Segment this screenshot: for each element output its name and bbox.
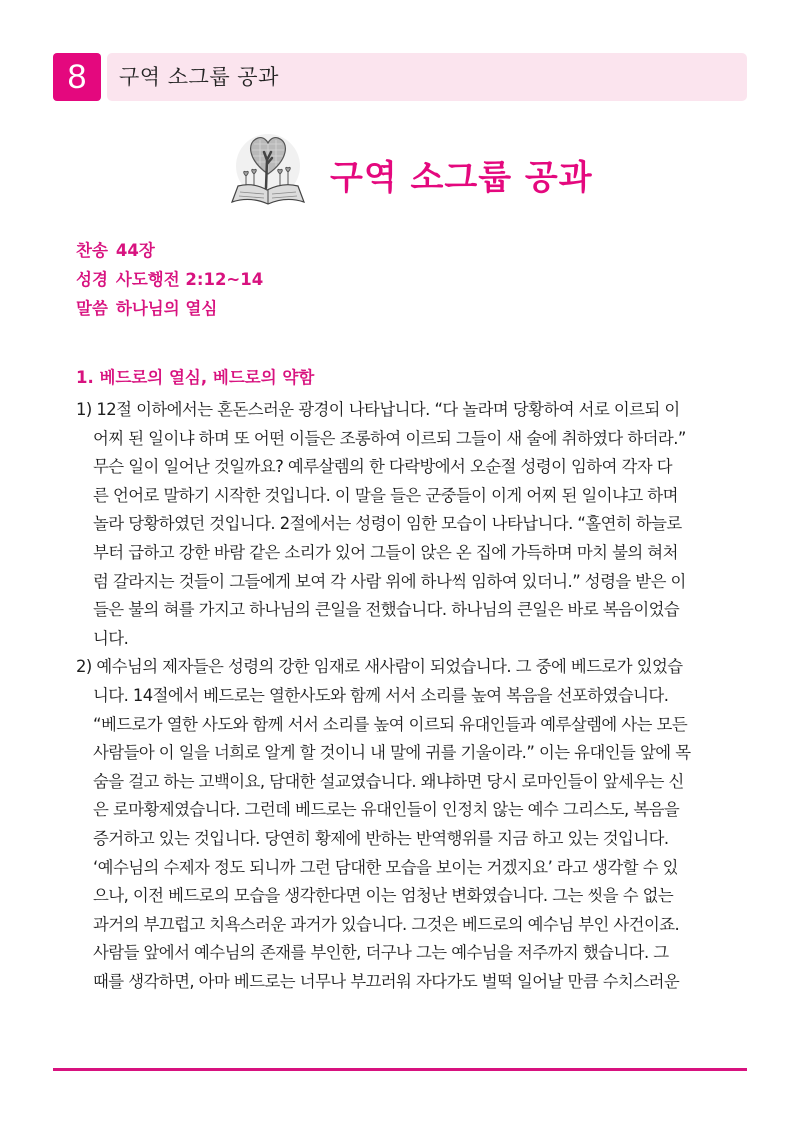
body-line: 증거하고 있는 것입니다. 당연히 황제에 반하는 반역행위를 지금 하고 있는 것입니다. [93, 828, 669, 848]
body-line: “베드로가 열한 사도와 함께 서서 소리를 높여 이르되 유대인들과 예루살렘에 사는 모든 [93, 714, 688, 734]
paragraph-1 [76, 396, 746, 653]
body-line: 으나, 이전 베드로의 모습을 생각한다면 이는 엄청난 변화였습니다. 그는 씻을 수 없는 [93, 886, 674, 906]
chapter-title-bar: 구역 소그룹 공과 [107, 53, 747, 101]
title-area [228, 130, 593, 215]
paragraph-2 [76, 653, 746, 996]
hymn-label: 찬송 [76, 241, 108, 260]
hymn-value: 44장 [115, 241, 155, 260]
body-line: 사람들 앞에서 예수님의 존재를 부인한, 더구나 그는 예수님을 저주까지 했습니다. 그 [93, 943, 669, 963]
body-line: 니다. 14절에서 베드로는 열한사도와 함께 서서 소리를 높여 복음을 선포하였습니다. [93, 685, 669, 705]
body-line: 무슨 일이 일어난 것일까요? 예루살렘의 한 다락방에서 오순절 성령이 임하여 각자 다 [93, 457, 673, 477]
body-line: 어찌 된 일이냐 하며 또 어떤 이들은 조롱하여 이르되 그들이 새 술에 취하였다 하더라.” [93, 428, 686, 448]
chapter-header [53, 53, 747, 101]
body-line: 니다. [93, 628, 129, 648]
body-line: 과거의 부끄럽고 치욕스러운 과거가 있습니다. 그것은 베드로의 예수님 부인 사건이죠. [93, 914, 680, 934]
body-line: 놀라 당황하였던 것입니다. 2절에서는 성령이 임한 모습이 나타납니다. “홀연히 하늘로 [93, 514, 682, 534]
body-line: 들은 불의 혀를 가지고 하나님의 큰일을 전했습니다. 하나님의 큰일은 바로 복음이었습 [93, 600, 680, 620]
body-line: 부터 급하고 강한 바람 같은 소리가 있어 그들이 앉은 온 집에 가득하며 마치 불의 혀처 [93, 542, 678, 562]
body-line: 른 언어로 말하기 시작한 것입니다. 이 말을 들은 군중들이 이게 어찌 된 일이냐고 하며 [93, 485, 678, 505]
body-line: ‘예수님의 수제자 정도 되니까 그런 담대한 모습을 보이는 거겠지요’ 라고 생각할 수 있 [93, 857, 678, 877]
sermon-value: 하나님의 열심 [115, 299, 218, 318]
body-line: 은 로마황제였습니다. 그런데 베드로는 유대인들이 인정치 않는 예수 그리스도, 복음을 [93, 800, 680, 820]
sermon-label: 말씀 [76, 299, 108, 318]
scripture-row [76, 265, 263, 294]
bottom-divider [53, 1068, 747, 1071]
chapter-number-badge: 8 [53, 53, 101, 101]
scripture-label: 성경 [76, 270, 108, 289]
body-line: 1) 12절 이하에서는 혼돈스러운 광경이 나타납니다. “다 놀라며 당황하여 서로 이르되 이 [76, 400, 680, 419]
body-line: 럼 갈라지는 것들이 그들에게 보여 각 사람 위에 하나씩 임하여 있더니.” 성령을 받은 이 [93, 571, 686, 591]
hymn-row [76, 236, 263, 265]
section-body [76, 396, 746, 996]
body-line: 2) 예수님의 제자들은 성령의 강한 임재로 새사람이 되었습니다. 그 중에 베드로가 있었습 [76, 657, 683, 677]
lesson-meta [76, 236, 263, 323]
heart-tree-bible-icon [228, 130, 308, 210]
scripture-value: 사도행전 2:12~14 [115, 270, 264, 289]
main-title: 구역 소그룹 공과 [330, 158, 593, 198]
body-line: 사람들아 이 일을 너희로 알게 할 것이니 내 말에 귀를 기울이라.” 이는 유대인들 앞에 목 [93, 743, 691, 763]
section-heading: 1. 베드로의 열심, 베드로의 약함 [76, 368, 315, 387]
body-line: 숨을 걸고 하는 고백이요, 담대한 설교였습니다. 왜냐하면 당시 로마인들이 앞세우는 신 [93, 771, 684, 791]
sermon-row [76, 294, 263, 323]
body-line: 때를 생각하면, 아마 베드로는 너무나 부끄러워 자다가도 벌떡 일어날 만큼 수치스러운 [93, 971, 680, 991]
